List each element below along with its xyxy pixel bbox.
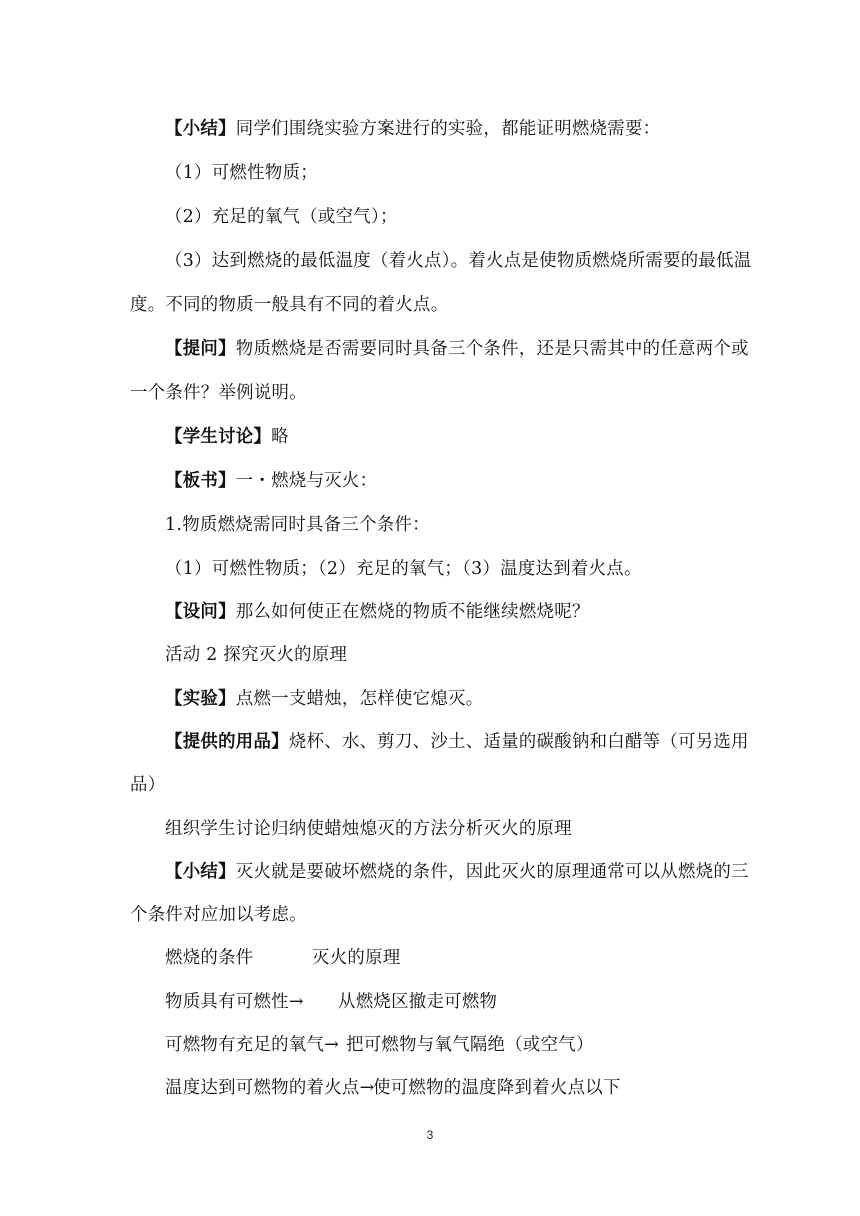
page-number: 3: [426, 1128, 434, 1142]
condition-item-1: （1）可燃性物质；: [165, 163, 318, 183]
question-text: 物质燃烧是否需要同时具备三个条件，还是只需其中的任意两个或: [235, 339, 749, 359]
board-point-1: 1.物质燃烧需同时具备三个条件：: [165, 515, 430, 535]
table-row-condition: 物质具有可燃性→: [165, 992, 304, 1012]
condition-item-2: （2）充足的氧气（或空气）；: [165, 207, 398, 227]
summary2-paragraph: [165, 860, 749, 884]
board-paragraph: [165, 469, 377, 493]
table-row-condition: 温度达到可燃物的着火点→: [165, 1078, 375, 1098]
setup-question-paragraph: [165, 600, 590, 624]
table-row-condition: 可燃物有充足的氧气→: [165, 1035, 340, 1055]
table-row: [165, 1076, 621, 1100]
discussion-paragraph: [165, 425, 289, 449]
table-row-principle: 使可燃物的温度降到着火点以下: [373, 1078, 621, 1098]
summary2-line-2: 个条件对应加以考虑。: [130, 905, 307, 925]
summary-tag: 【小结】: [165, 119, 236, 139]
table-row: [165, 990, 498, 1014]
table-row-principle: 把可燃物与氧气隔绝（或空气）: [346, 1035, 594, 1055]
question-tag: 【提问】: [165, 339, 236, 359]
condition-item-3-line-1: （3）达到燃烧的最低温度（着火点）。着火点是使物质燃烧所需要的最低温: [165, 251, 752, 271]
table-header: [165, 946, 401, 970]
condition-item-3-line-2: 度。不同的物质一般具有不同的着火点。: [130, 295, 449, 315]
summary-paragraph: [165, 117, 660, 141]
organize-paragraph: 组织学生讨论归纳使蜡烛熄灭的方法分析灭火的原理: [165, 819, 572, 839]
summary2-tag: 【小结】: [165, 862, 236, 882]
supplies-line-2: 品）: [130, 775, 166, 795]
board-heading: 一・燃烧与灭火：: [235, 471, 378, 491]
table-header-conditions: 燃烧的条件: [165, 948, 254, 968]
discussion-text: 略: [271, 427, 289, 447]
table-row: [165, 1033, 594, 1057]
experiment-tag: 【实验】: [165, 689, 236, 709]
supplies-text: 烧杯、水、剪刀、沙土、适量的碳酸钠和白醋等（可另选用: [288, 732, 749, 752]
summary2-text: 灭火就是要破坏燃烧的条件，因此灭火的原理通常可以从燃烧的三: [235, 862, 749, 882]
board-tag: 【板书】: [165, 471, 236, 491]
board-point-1-detail: （1）可燃性物质；（2）充足的氧气；（3）温度达到着火点。: [165, 559, 642, 579]
supplies-tag: 【提供的用品】: [165, 732, 289, 752]
question-line-2: 一个条件？举例说明。: [130, 383, 307, 403]
question-paragraph: [165, 337, 749, 361]
activity-2-heading: 活动 2 探究灭火的原理: [165, 645, 348, 665]
table-row-principle: 从燃烧区撤走可燃物: [338, 992, 498, 1012]
experiment-text: 点燃一支蜡烛，怎样使它熄灭。: [235, 689, 484, 709]
table-header-principles: 灭火的原理: [312, 948, 401, 968]
setup-question-text: 那么如何使正在燃烧的物质不能继续燃烧呢？: [235, 602, 590, 622]
discussion-tag: 【学生讨论】: [165, 427, 272, 447]
setup-question-tag: 【设问】: [165, 602, 236, 622]
experiment-paragraph: [165, 687, 483, 711]
supplies-paragraph: [165, 730, 749, 754]
summary-text: 同学们围绕实验方案进行的实验，都能证明燃烧需要：: [235, 119, 661, 139]
